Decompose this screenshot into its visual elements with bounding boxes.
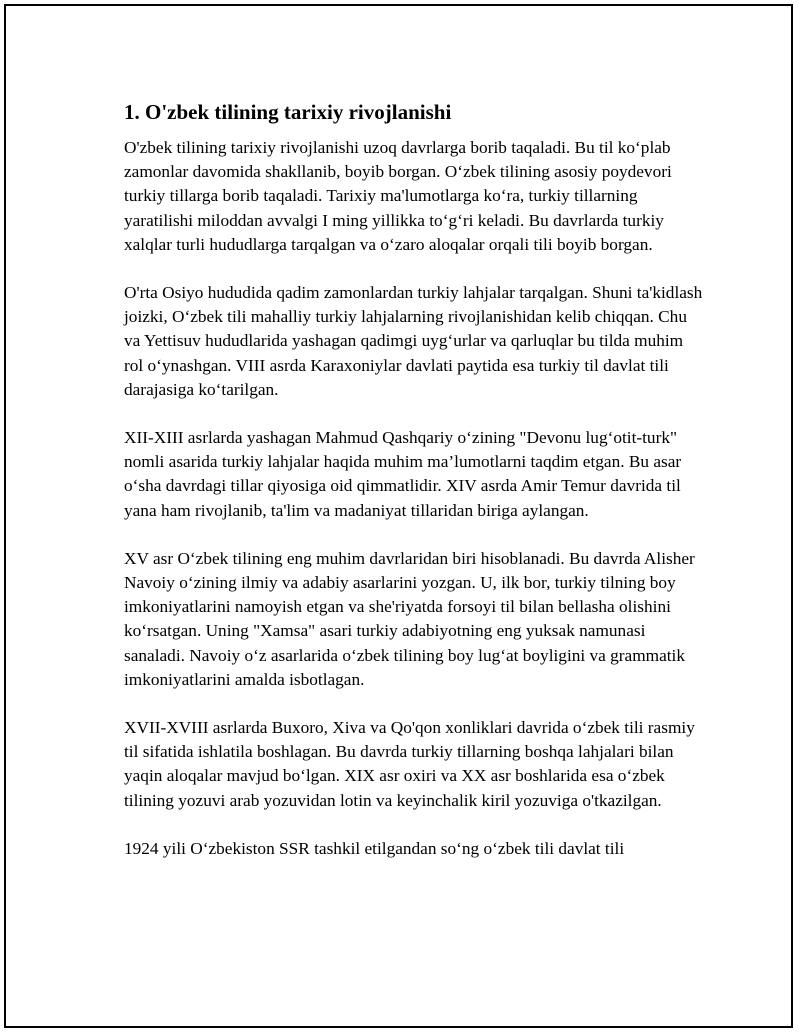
paragraph-3: XII-XIII asrlarda yashagan Mahmud Qashqariy o‘zining "Devonu lug‘otit-turk" nomli asarida turkiy lahjalar haqida muhim ma’lumotlarni taqdim etgan. Bu asar o‘sha davrdagi tillar qiyosiga oid qimmatlidir. XIV asrda Amir Temur davrida til yana ham rivojlanib, ta'lim va madaniyat tillaridan biriga aylangan.: [124, 428, 682, 520]
paragraph-6: 1924 yili O‘zbekiston SSR tashkil etilgandan so‘ng o‘zbek tili davlat tili: [124, 838, 625, 858]
page-frame: [4, 4, 793, 1028]
paragraph-1: O'zbek tilining tarixiy rivojlanishi uzoq davrlarga borib taqaladi. Bu til ko‘plab zamonlar davomida shakllanib, boyib borgan. O‘zbek tilining asosiy poydevori turkiy tillarga borib taqaladi. Tarixiy ma'lumotlarga ko‘ra, turkiy tillarning yaratilishi miloddan avvalgi I ming yillikka to‘g‘ri keladi. Bu davrlarda turkiy xalqlar turli hududlarga tarqalgan va o‘zaro aloqalar orqali tili boyib borgan.: [124, 138, 672, 254]
paragraph-5: XVII-XVIII asrlarda Buxoro, Xiva va Qo'qon xonliklari davrida o‘zbek tili rasmiy til sifatida ishlatila boshlagan. Bu davrda turkiy tillarning boshqa lahjalari bilan yaqin aloqalar mavjud bo‘lgan. XIX asr oxiri va XX asr boshlarida esa o‘zbek tilining yozuvi arab yozuvidan lotin va keyinchalik kiril yozuviga o'tkazilgan.: [124, 718, 695, 810]
paragraph-2: O'rta Osiyo hududida qadim zamonlardan turkiy lahjalar tarqalgan. Shuni ta'kidlash joizki, O‘zbek tili mahalliy turkiy lahjalarning rivojlanishidan kelib chiqqan. Chu va Yettisuv hududlarida yashagan qadimgi uyg‘urlar va qarluqlar bu tilda muhim rol o‘ynashgan. VIII asrda Karaxoniylar davlati paytida esa turkiy til davlat tili darajasiga ko‘tarilgan.: [124, 283, 703, 399]
document-body: [124, 98, 704, 885]
document-title: 1. O'zbek tilining tarixiy rivojlanishi: [124, 100, 452, 124]
paragraph-4: XV asr O‘zbek tilining eng muhim davrlaridan biri hisoblanadi. Bu davrda Alisher Navoiy o‘zining ilmiy va adabiy asarlarini yozgan. U, ilk bor, turkiy tilning boy imkoniyatlarini namoyish etgan va she'riyatda forsoyi til bilan bellasha olishini ko‘rsatgan. Uning "Xamsa" asari turkiy adabiyotning eng yuksak namunasi sanaladi. Navoiy o‘z asarlarida o‘zbek tilining boy lug‘at boyligini va grammatik imkoniyatlarini amalda isbotlagan.: [124, 548, 695, 689]
